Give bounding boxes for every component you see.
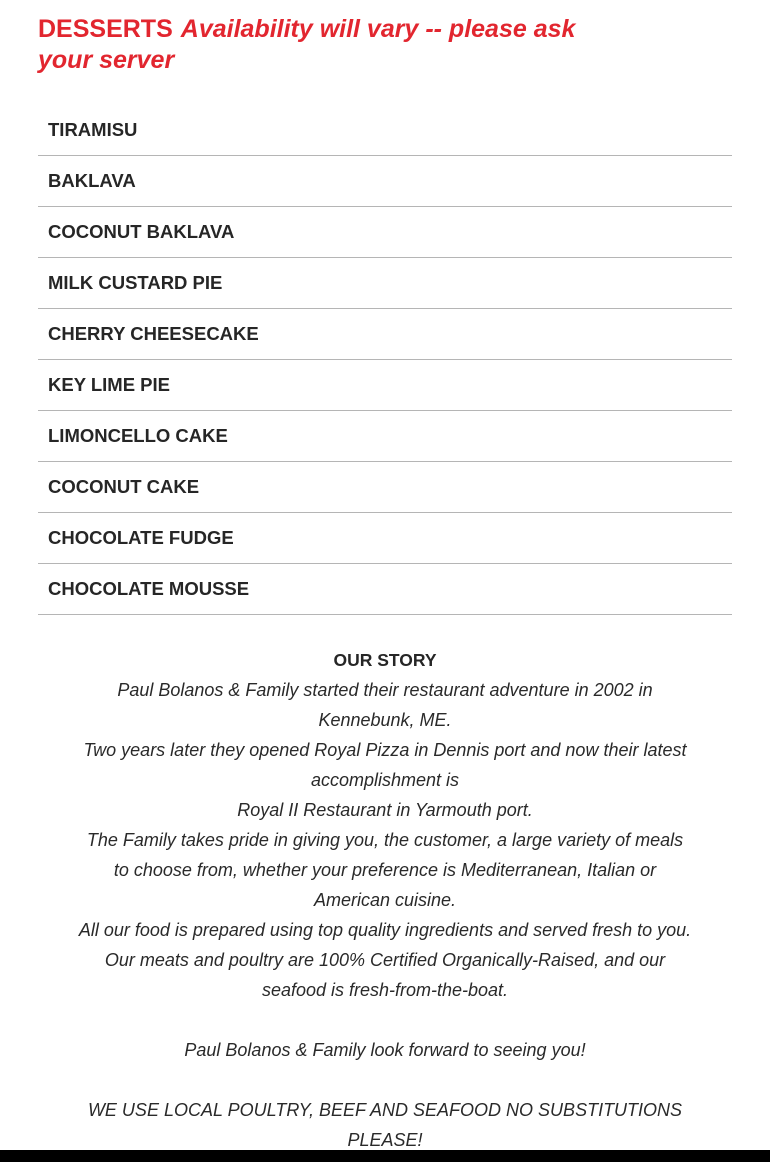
dessert-item: MILK CUSTARD PIE [38, 258, 732, 309]
dessert-item: BAKLAVA [38, 156, 732, 207]
bottom-bar [0, 1150, 770, 1162]
story-title: OUR STORY [333, 650, 437, 670]
section-title: DESSERTS [38, 15, 173, 43]
story-line: accomplishment is [310, 770, 460, 790]
desserts-heading [38, 14, 598, 76]
story-line: seafood is fresh-from-the-boat. [261, 980, 509, 1000]
story-line: All our food is prepared using top quality ingredients and served fresh to you. [78, 920, 692, 940]
story-line: to choose from, whether your preference is Mediterranean, Italian or [113, 860, 657, 880]
dessert-item: CHOCOLATE FUDGE [38, 513, 732, 564]
story-line: American cuisine. [313, 890, 457, 910]
story-line: Kennebunk, ME. [318, 710, 452, 730]
story-line: Paul Bolanos & Family started their restaurant adventure in 2002 in [117, 680, 653, 700]
dessert-item: CHOCOLATE MOUSSE [38, 564, 732, 615]
substitution-notice: WE USE LOCAL POULTRY, BEEF AND SEAFOOD NO SUBSTITUTIONS [87, 1100, 683, 1120]
dessert-item: COCONUT BAKLAVA [38, 207, 732, 258]
story-line: Our meats and poultry are 100% Certified Organically-Raised, and our [104, 950, 666, 970]
story-line: The Family takes pride in giving you, the customer, a large variety of meals [86, 830, 684, 850]
dessert-item: LIMONCELLO CAKE [38, 411, 732, 462]
dessert-item: KEY LIME PIE [38, 360, 732, 411]
dessert-item: TIRAMISU [38, 105, 732, 156]
dessert-item: COCONUT CAKE [38, 462, 732, 513]
story-closing: Paul Bolanos & Family look forward to seeing you! [184, 1040, 586, 1060]
dessert-list [38, 105, 732, 615]
substitution-notice: PLEASE! [347, 1130, 423, 1150]
availability-note: Availability will vary -- please ask your server [38, 15, 576, 74]
dessert-item: CHERRY CHEESECAKE [38, 309, 732, 360]
story-line: Two years later they opened Royal Pizza in Dennis port and now their latest [83, 740, 687, 760]
story-line: Royal II Restaurant in Yarmouth port. [237, 800, 533, 820]
our-story [38, 645, 732, 1155]
